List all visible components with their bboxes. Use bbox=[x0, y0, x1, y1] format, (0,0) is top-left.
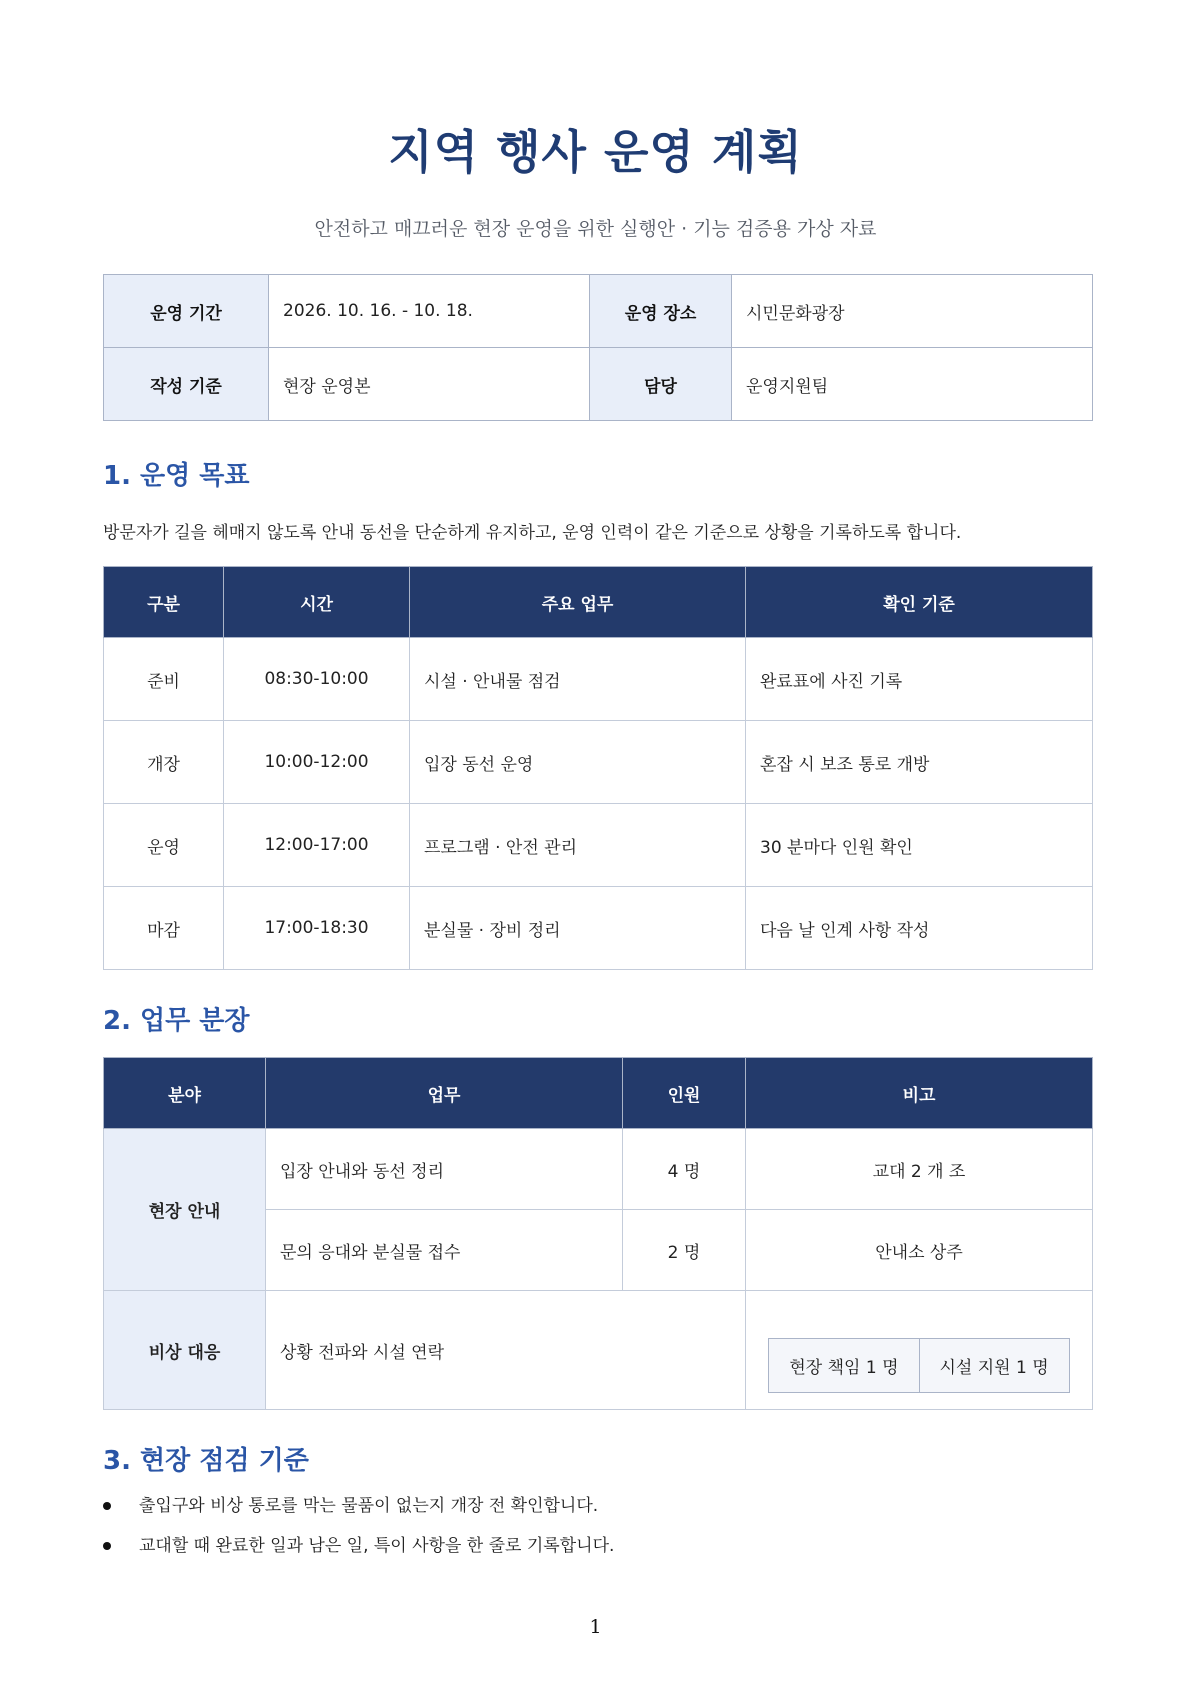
bullet-icon bbox=[103, 1502, 111, 1510]
page-number: 1 bbox=[589, 1616, 602, 1638]
phase-cell: 마감 bbox=[104, 887, 224, 970]
info-row bbox=[104, 348, 1093, 421]
info-row bbox=[104, 275, 1093, 348]
group-cell: 현장 안내 bbox=[104, 1129, 266, 1291]
col-header: 인원 bbox=[623, 1058, 746, 1129]
section3-heading: 3. 현장 점검 기준 bbox=[103, 1446, 309, 1476]
phase-cell: 준비 bbox=[104, 638, 224, 721]
staff-chips bbox=[760, 1308, 1078, 1393]
list-item bbox=[103, 1494, 614, 1534]
col-header: 비고 bbox=[746, 1058, 1093, 1129]
table-row bbox=[104, 1129, 1093, 1210]
chip-field-lead: 현장 책임 1 명 bbox=[768, 1338, 919, 1393]
table-row bbox=[104, 638, 1093, 721]
staff-cell: 4 명 bbox=[623, 1129, 746, 1210]
staff-cell: 2 명 bbox=[623, 1210, 746, 1291]
task-cell: 상황 전파와 시설 연락 bbox=[266, 1291, 746, 1410]
time-cell: 17:00-18:30 bbox=[224, 887, 410, 970]
time-cell: 08:30-10:00 bbox=[224, 638, 410, 721]
place-value: 시민문화광장 bbox=[732, 275, 1093, 348]
list-item bbox=[103, 1534, 614, 1574]
info-table bbox=[103, 274, 1093, 421]
note-cell: 교대 2 개 조 bbox=[746, 1129, 1093, 1210]
section1-heading: 1. 운영 목표 bbox=[103, 461, 250, 491]
col-header: 분야 bbox=[104, 1058, 266, 1129]
group-cell: 비상 대응 bbox=[104, 1291, 266, 1410]
period-label: 운영 기간 bbox=[104, 275, 269, 348]
section1-paragraph: 방문자가 길을 헤매지 않도록 안내 동선을 단순하게 유지하고, 운영 인력이 같은 기준으로 상황을 기록하도록 합니다. bbox=[103, 523, 962, 543]
check-cell: 완료표에 사진 기록 bbox=[746, 638, 1093, 721]
duty-header-row bbox=[104, 1058, 1093, 1129]
col-header: 시간 bbox=[224, 567, 410, 638]
section2-heading: 2. 업무 분장 bbox=[103, 1006, 250, 1036]
bullet-icon bbox=[103, 1542, 111, 1550]
owner-label: 담당 bbox=[590, 348, 732, 421]
task-cell: 분실물 · 장비 정리 bbox=[410, 887, 746, 970]
table-row bbox=[104, 1291, 1093, 1410]
check-cell: 30 분마다 인원 확인 bbox=[746, 804, 1093, 887]
col-header: 주요 업무 bbox=[410, 567, 746, 638]
phase-cell: 개장 bbox=[104, 721, 224, 804]
task-cell: 시설 · 안내물 점검 bbox=[410, 638, 746, 721]
basis-label: 작성 기준 bbox=[104, 348, 269, 421]
time-cell: 10:00-12:00 bbox=[224, 721, 410, 804]
owner-value: 운영지원팀 bbox=[732, 348, 1093, 421]
col-header: 확인 기준 bbox=[746, 567, 1093, 638]
note-cell: 안내소 상주 bbox=[746, 1210, 1093, 1291]
task-cell: 입장 동선 운영 bbox=[410, 721, 746, 804]
list-item-text: 교대할 때 완료한 일과 남은 일, 특이 사항을 한 줄로 기록합니다. bbox=[139, 1536, 615, 1556]
schedule-header-row bbox=[104, 567, 1093, 638]
document-subtitle: 안전하고 매끄러운 현장 운영을 위한 실행안 · 기능 검증용 가상 자료 bbox=[314, 218, 877, 240]
col-header: 구분 bbox=[104, 567, 224, 638]
task-cell: 입장 안내와 동선 정리 bbox=[266, 1129, 623, 1210]
table-row bbox=[104, 721, 1093, 804]
time-cell: 12:00-17:00 bbox=[224, 804, 410, 887]
check-cell: 다음 날 인계 사항 작성 bbox=[746, 887, 1093, 970]
phase-cell: 운영 bbox=[104, 804, 224, 887]
document-title: 지역 행사 운영 계획 bbox=[388, 125, 803, 179]
col-header: 업무 bbox=[266, 1058, 623, 1129]
task-cell: 프로그램 · 안전 관리 bbox=[410, 804, 746, 887]
list-item-text: 출입구와 비상 통로를 막는 물품이 없는지 개장 전 확인합니다. bbox=[139, 1496, 599, 1516]
period-value: 2026. 10. 16. - 10. 18. bbox=[269, 275, 590, 348]
check-cell: 혼잡 시 보조 통로 개방 bbox=[746, 721, 1093, 804]
duty-table bbox=[103, 1057, 1093, 1410]
table-row bbox=[104, 804, 1093, 887]
table-row bbox=[104, 887, 1093, 970]
checklist bbox=[103, 1494, 614, 1574]
basis-value: 현장 운영본 bbox=[269, 348, 590, 421]
schedule-table bbox=[103, 566, 1093, 970]
chip-facility-support: 시설 지원 1 명 bbox=[920, 1338, 1070, 1393]
task-cell: 문의 응대와 분실물 접수 bbox=[266, 1210, 623, 1291]
note-cell bbox=[746, 1291, 1093, 1410]
place-label: 운영 장소 bbox=[590, 275, 732, 348]
